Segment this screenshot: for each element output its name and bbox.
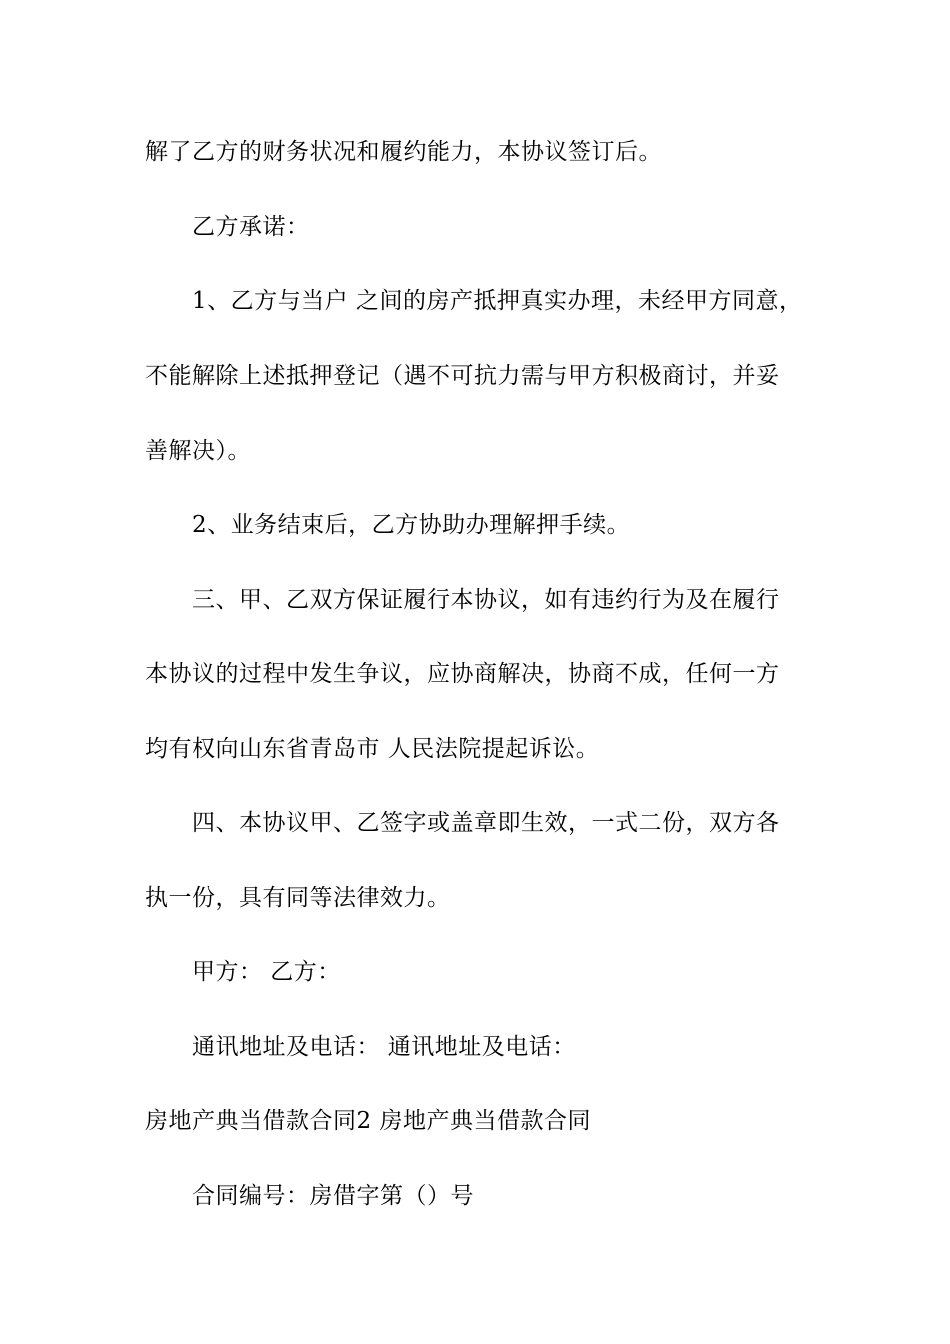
paragraph-line-5: 善解决）。: [145, 438, 251, 464]
paragraph-line-6: 2、业务结束后，乙方协助办理解押手续。: [192, 512, 631, 538]
contact-address-line: 通讯地址及电话： 通讯地址及电话：: [192, 1034, 576, 1060]
contract-number-line: 合同编号：房借字第（）号: [192, 1183, 474, 1209]
paragraph-line-4: 不能解除上述抵押登记（遇不可抗力需与甲方积极商讨，并妥: [145, 363, 780, 389]
paragraph-line-9: 均有权向山东省青岛市 人民法院提起诉讼。: [145, 736, 600, 762]
paragraph-line-1: 解了乙方的财务状况和履约能力，本协议签订后。: [145, 139, 662, 165]
paragraph-line-11: 执一份，具有同等法律效力。: [145, 885, 451, 911]
paragraph-line-8: 本协议的过程中发生争议，应协商解决，协商不成，任何一方: [145, 661, 780, 687]
signature-parties-line: 甲方： 乙方：: [192, 959, 341, 985]
contract-title-line: 房地产典当借款合同2 房地产典当借款合同: [145, 1108, 591, 1134]
paragraph-line-3: 1、乙方与当户 之间的房产抵押真实办理，未经甲方同意，: [192, 288, 803, 314]
paragraph-line-7: 三、甲、乙双方保证履行本协议，如有违约行为及在履行: [192, 587, 780, 613]
paragraph-line-10: 四、本协议甲、乙签字或盖章即生效，一式二份，双方各: [192, 810, 780, 836]
paragraph-line-2: 乙方承诺：: [192, 214, 310, 240]
